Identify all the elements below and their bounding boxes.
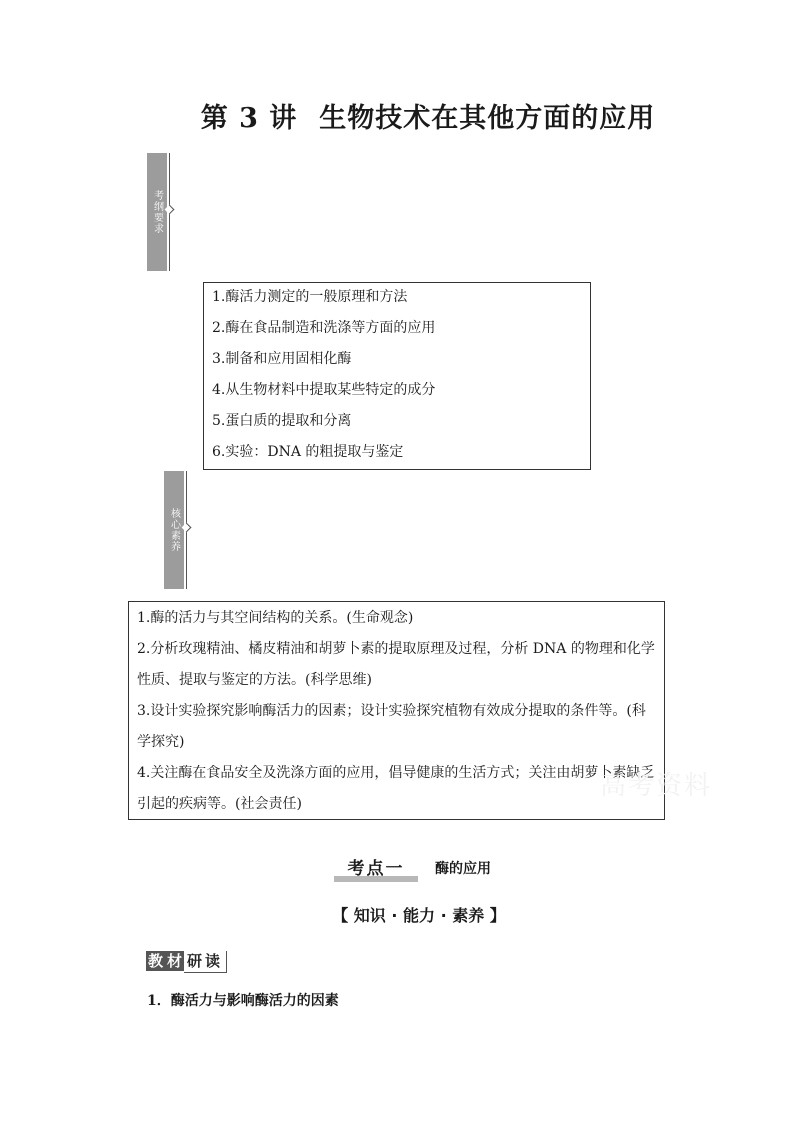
item-heading: 1．酶活力与影响酶活力的因素 <box>147 993 339 1009</box>
badge-char: 材 <box>167 952 183 970</box>
lecture-number: 第 3 讲 <box>200 103 298 134</box>
watermark: 高考资料 <box>600 771 713 801</box>
outline-item: 2.酶在食品制造和洗涤等方面的应用 <box>212 320 436 336</box>
badge-dark-part <box>146 951 184 971</box>
badge-light-part <box>184 951 227 973</box>
outline-item: 6.实验：DNA 的粗提取与鉴定 <box>212 444 404 460</box>
core-item: 1.酶的活力与其空间结构的关系。(生命观念) <box>137 610 414 626</box>
kaodian-label-text: 考点一 <box>347 859 405 879</box>
badge-char: 研 <box>187 952 203 970</box>
lecture-topic: 生物技术在其他方面的应用 <box>319 103 656 134</box>
outline-tag-label: 考纲要求 <box>151 190 163 234</box>
badge-char: 教 <box>148 952 164 970</box>
section-heading: 【 知识 · 能力 · 素养 】 <box>332 906 506 925</box>
outline-item: 3.制备和应用固相化酶 <box>212 351 352 367</box>
badge-char: 读 <box>205 952 221 970</box>
core-box <box>128 601 665 820</box>
outline-item: 4.从生物材料中提取某些特定的成分 <box>212 382 436 398</box>
outline-item: 5.蛋白质的提取和分离 <box>212 413 352 429</box>
kaodian-title: 酶的应用 <box>435 861 491 877</box>
outline-box <box>203 282 591 470</box>
core-item: 2.分析玫瑰精油、橘皮精油和胡萝卜素的提取原理及过程，分析 DNA 的物理和化学性质、提取与鉴定的方法。(科学思维) <box>137 641 655 688</box>
core-item: 4.关注酶在食品安全及洗涤方面的应用，倡导健康的生活方式；关注由胡萝卜素缺乏引起的疾病等。(社会责任) <box>137 765 655 812</box>
core-tag <box>164 471 184 589</box>
page-title <box>0 96 794 135</box>
textbook-reading-badge <box>146 951 227 971</box>
core-item: 3.设计实验探究影响酶活力的因素；设计实验探究植物有效成分提取的条件等。(科学探究) <box>137 703 646 750</box>
outline-tag <box>147 153 167 271</box>
core-tag-label: 核心素养 <box>168 508 180 552</box>
outline-item: 1.酶活力测定的一般原理和方法 <box>212 289 408 305</box>
kaodian-label <box>334 858 418 882</box>
